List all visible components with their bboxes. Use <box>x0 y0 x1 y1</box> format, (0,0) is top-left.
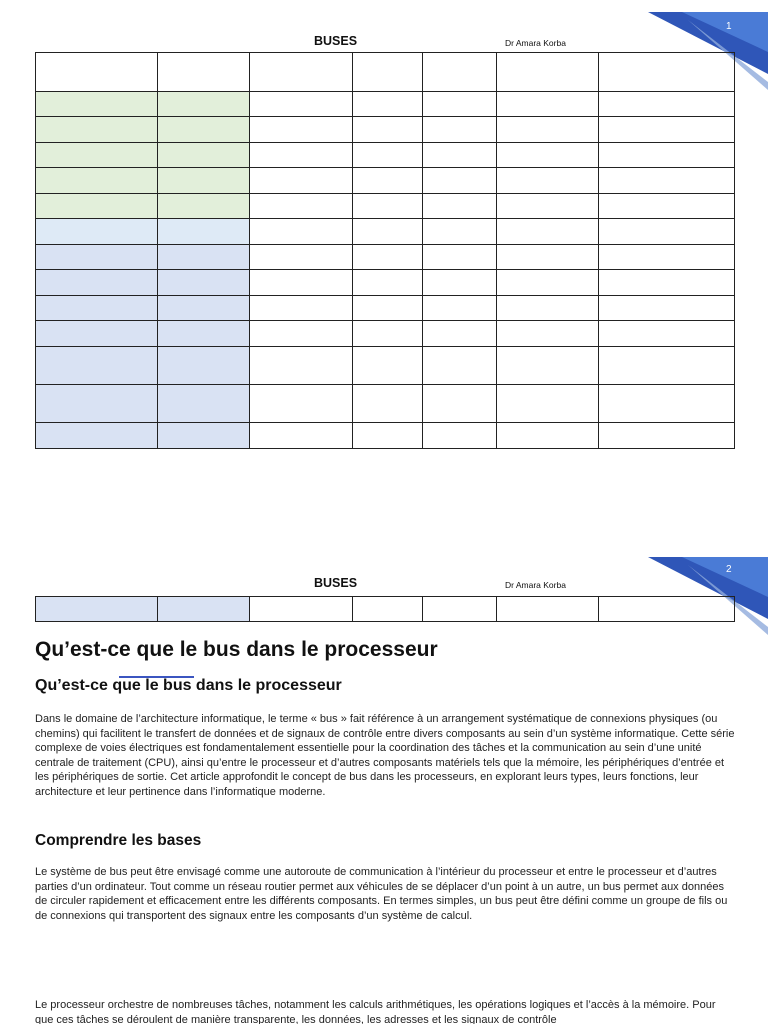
table-row <box>36 423 735 449</box>
table-row <box>36 219 735 245</box>
page-2 <box>0 545 768 1024</box>
table-row <box>36 321 735 347</box>
table-row <box>36 143 735 168</box>
table-row <box>36 194 735 219</box>
intro-paragraph: Dans le domaine de l’architecture informatique, le terme « bus » fait référence à un arrangement systématique de connexions physiques (ou chemins) qui facilitent le transfert de données et de signaux de contrôle entre divers composants au sein d’un système informatique. Cette série complexe de voies électriques est fondamentalement essentielle pour la coordination des tâches et la communication au sein d’une unité centrale de traitement (CPU), ainsi qu’entre le processeur et d’autres composants matériels tels que la mémoire, les périphériques d’entrée et les périphériques de sortie. Cet article approfondit le concept de bus dans les processeurs, en explorant leurs types, leurs fonctions, leur architecture et leur pertinence dans l’informatique moderne. <box>35 713 735 798</box>
article-title: Qu’est-ce que le bus dans le processeur <box>35 638 438 661</box>
header-author: Dr Amara Korba <box>505 38 566 48</box>
header-title: BUSES <box>314 34 358 48</box>
article-subtitle: Qu’est-ce que le bus dans le processeur <box>35 677 342 694</box>
table-row <box>36 117 735 143</box>
table-row <box>36 597 735 622</box>
section-heading: Comprendre les bases <box>35 832 202 849</box>
header-title: BUSES <box>314 576 358 590</box>
table-row <box>36 296 735 321</box>
header-author: Dr Amara Korba <box>505 580 566 590</box>
buses-table-continued <box>35 596 735 622</box>
section-paragraph: Le système de bus peut être envisagé comme une autoroute de communication à l’intérieur du processeur et entre le processeur et d’autres parties d’un ordinateur. Tout comme un réseau routier permet aux véhicules de se déplacer d’un point à un autre, un bus permet aux données de circuler rapidement et efficacement entre les différents composants. En termes simples, un bus peut être défini comme un groupe de fils ou de connexions qui transportent des signaux entre les composants d’un système de calcul. <box>35 866 728 922</box>
table-row <box>36 270 735 296</box>
table-row <box>36 385 735 423</box>
page-number: 2 <box>726 564 732 575</box>
table-row <box>36 168 735 194</box>
table-header-row <box>36 53 735 92</box>
table-row <box>36 347 735 385</box>
buses-table <box>35 52 735 449</box>
page-number: 1 <box>726 21 732 32</box>
table-row <box>36 245 735 270</box>
table-row <box>36 92 735 117</box>
next-paragraph: Le processeur orchestre de nombreuses tâches, notamment les calculs arithmétiques, les opérations logiques et l’accès à la mémoire. Pour que ces tâches se déroulent de manière transparente, les données, les adresses et les signaux de contrôle <box>35 999 716 1024</box>
